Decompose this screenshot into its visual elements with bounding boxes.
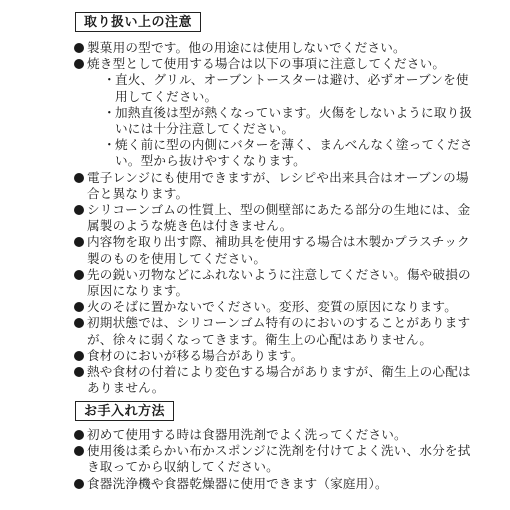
sub-item-text: 加熱直後は型が熱くなっています。火傷をしないように取り扱いには十分注意してください。 <box>115 104 473 137</box>
cleaning-list <box>74 427 474 492</box>
cleaning-heading: お手入れ方法 <box>75 401 174 421</box>
list-item <box>74 364 474 396</box>
list-item <box>74 267 474 299</box>
list-item <box>74 427 474 443</box>
care-notes-heading: 取り扱い上の注意 <box>75 12 201 32</box>
list-item <box>74 170 474 202</box>
list-item <box>74 443 474 475</box>
item-text: 焼き型として使用する場合は以下の事項に注意してください。 <box>87 56 446 72</box>
sub-list <box>87 72 474 169</box>
list-item <box>74 234 474 266</box>
item-text: 内容物を取り出す際、補助具を使用する場合は木製かプラスチック製のものを使用してください。 <box>87 234 470 266</box>
bullet-icon <box>74 270 84 280</box>
sub-item-text: 焼く前に型の内側にバターを薄く、まんべんなく塗ってください。型から抜けやすくなります。 <box>115 137 473 169</box>
sub-list-item <box>87 105 474 137</box>
bullet-icon <box>74 367 84 377</box>
item-text: シリコーンゴムの性質上、型の側壁部にあたる部分の生地には、金属製のような焼き色は付きません。 <box>87 202 471 234</box>
item-text: 電子レンジにも使用できますが、レシピや出来具合はオーブンの場合と異なります。 <box>87 169 469 201</box>
bullet-icon <box>74 351 84 361</box>
list-item <box>74 40 474 56</box>
item-text: 使用後は柔らかい布かスポンジに洗剤を付けてよく洗い、水分を拭き取ってから収納してください。 <box>87 443 471 475</box>
list-item <box>74 348 474 364</box>
item-text: 火のそばに置かないでください。変形、変質の原因になります。 <box>87 299 458 315</box>
bullet-icon <box>74 302 84 312</box>
sub-list-item <box>87 72 474 104</box>
sub-bullet-icon: ・ <box>103 104 116 120</box>
sub-item-text: 直火、グリル、オーブントースターは避け、必ずオーブンを使用してください。 <box>115 72 469 104</box>
item-text: 初めて使用する時は食器用洗剤でよく洗ってください。 <box>87 427 407 442</box>
sub-list-item <box>87 137 474 169</box>
item-text: 食器洗浄機や食器乾燥器に使用できます（家庭用）。 <box>87 475 388 491</box>
item-text: 食材のにおいが移る場合があります。 <box>87 347 304 363</box>
bullet-icon <box>74 318 84 328</box>
sub-bullet-icon: ・ <box>103 72 116 88</box>
bullet-icon <box>74 43 84 53</box>
list-item <box>74 202 474 234</box>
bullet-icon <box>74 59 84 69</box>
list-item <box>74 299 474 315</box>
bullet-icon <box>74 237 84 247</box>
list-item <box>74 476 474 492</box>
list-item <box>74 56 474 169</box>
list-item <box>74 315 474 347</box>
bullet-icon <box>74 446 84 456</box>
item-text: 初期状態では、シリコーンゴム特有のにおいのすることがありますが、徐々に弱くなってきます。衛生上の心配はありません。 <box>87 315 471 347</box>
bullet-icon <box>74 205 84 215</box>
care-notes-list <box>74 40 474 396</box>
item-text: 製菓用の型です。他の用途には使用しないでください。 <box>87 40 406 55</box>
bullet-icon <box>74 173 84 183</box>
item-text: 先の鋭い刃物などにふれないように注意してください。傷や破損の原因になります。 <box>87 266 471 299</box>
bullet-icon <box>74 479 84 489</box>
bullet-icon <box>74 430 84 440</box>
item-text: 熱や食材の付着により変色する場合がありますが、衛生上の心配はありません。 <box>87 364 471 396</box>
sub-bullet-icon: ・ <box>103 137 116 153</box>
